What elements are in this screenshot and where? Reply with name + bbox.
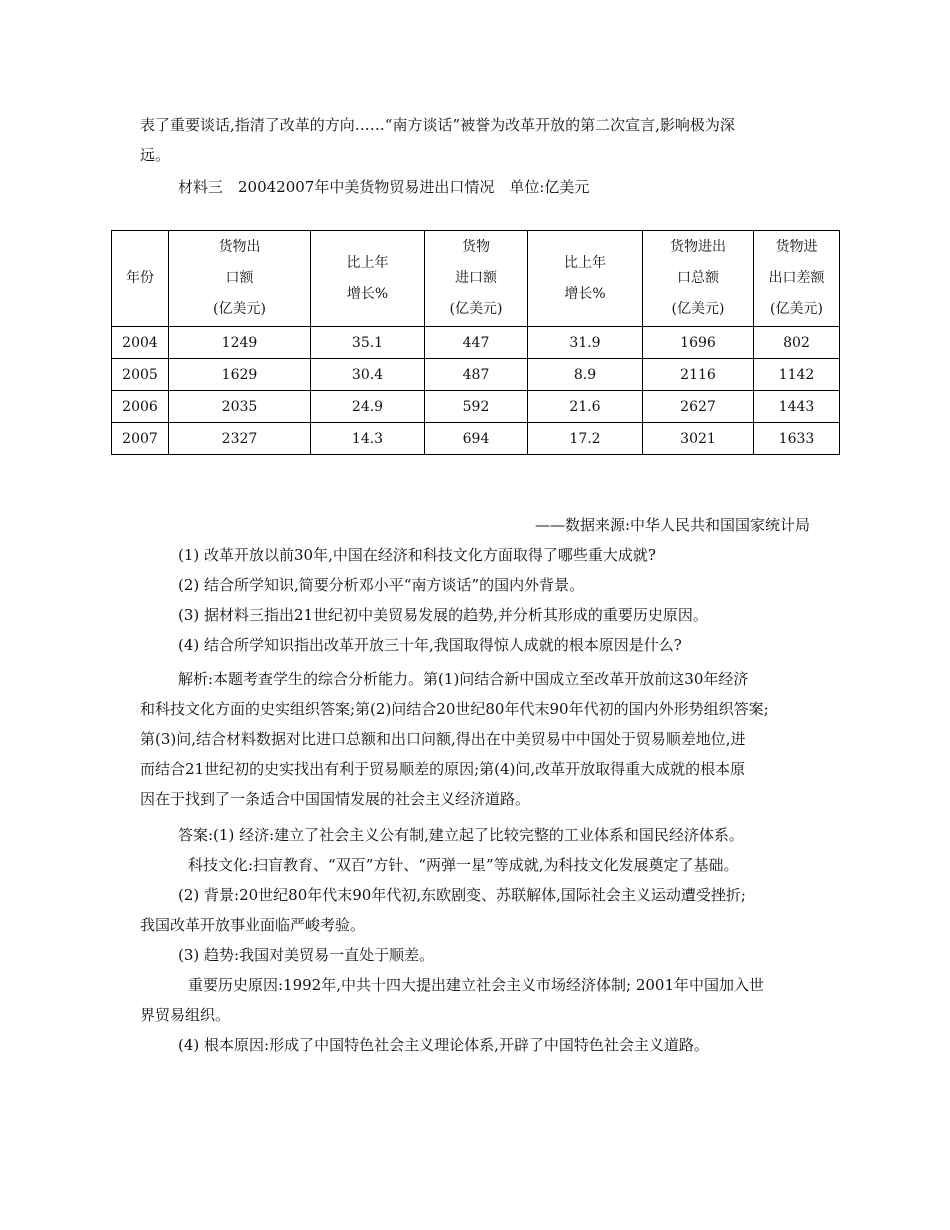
table-row (112, 391, 840, 423)
table-cell: 24.9 (311, 391, 425, 423)
table-cell: 1633 (754, 423, 840, 455)
trade-table (111, 230, 840, 455)
material-3-title: 材料三 20042007年中美货物贸易进出口情况 单位:亿美元 (178, 178, 590, 196)
questions-list (140, 540, 820, 660)
intro-paragraph (140, 110, 820, 170)
table-header-row (112, 231, 840, 327)
table-cell: 592 (425, 391, 528, 423)
table-row (112, 359, 840, 391)
answer-line: 科技文化:扫盲教育、“双百”方针、“两弹一星”等成就,为科技文化发展奠定了基础。 (188, 856, 739, 874)
table-cell: 3021 (643, 423, 754, 455)
table-cell: 2035 (169, 391, 311, 423)
table-cell: 21.6 (528, 391, 643, 423)
text-line: 表了重要谈话,指清了改革的方向……“南方谈话”被誉为改革开放的第二次宣言,影响极为深 (140, 116, 735, 134)
question-item: (2) 结合所学知识,简要分析邓小平“南方谈话”的国内外背景。 (178, 576, 585, 594)
header-cell: 货物 进口额 (亿美元) (425, 231, 528, 327)
header-cell: 年份 (112, 231, 169, 327)
header-cell: 比上年 增长% (311, 231, 425, 327)
question-item: (3) 据材料三指出21世纪初中美贸易发展的趋势,并分析其形成的重要历史原因。 (178, 606, 708, 624)
text-line: 因在于找到了一条适合中国国情发展的社会主义经济道路。 (140, 790, 531, 808)
text-line: 而结合21世纪初的史实找出有利于贸易顺差的原因;第(4)问,改革开放取得重大成就的根本原 (140, 760, 746, 778)
table-cell: 802 (754, 327, 840, 359)
table-cell: 14.3 (311, 423, 425, 455)
table-cell: 35.1 (311, 327, 425, 359)
table-cell: 31.9 (528, 327, 643, 359)
table-cell: 1443 (754, 391, 840, 423)
table-cell: 2327 (169, 423, 311, 455)
analysis-paragraph (140, 664, 820, 814)
table-cell: 30.4 (311, 359, 425, 391)
material-3-heading (140, 172, 820, 202)
table-cell: 2627 (643, 391, 754, 423)
table-cell: 487 (425, 359, 528, 391)
answer-line: 答案:(1) 经济:建立了社会主义公有制,建立起了比较完整的工业体系和国民经济体系。 (178, 826, 744, 844)
table-cell: 1142 (754, 359, 840, 391)
table-cell: 8.9 (528, 359, 643, 391)
table-cell: 1696 (643, 327, 754, 359)
header-cell: 比上年 增长% (528, 231, 643, 327)
question-item: (1) 改革开放以前30年,中国在经济和科技文化方面取得了哪些重大成就? (178, 546, 656, 564)
answer-line: (4) 根本原因:形成了中国特色社会主义理论体系,开辟了中国特色社会主义道路。 (178, 1036, 709, 1054)
answer-line: (2) 背景:20世纪80年代末90年代初,东欧剧变、苏联解体,国际社会主义运动遭受挫折; (178, 886, 746, 904)
table-cell: 2005 (112, 359, 169, 391)
table-cell: 2007 (112, 423, 169, 455)
table-cell: 1629 (169, 359, 311, 391)
table-cell: 1249 (169, 327, 311, 359)
table-cell: 2004 (112, 327, 169, 359)
header-cell: 货物进出 口总额 (亿美元) (643, 231, 754, 327)
answer-section (140, 820, 820, 1060)
answer-line: 我国改革开放事业面临严峻考验。 (140, 916, 366, 934)
text-line: 远。 (140, 146, 171, 164)
answer-line: 重要历史原因:1992年,中共十四大提出建立社会主义市场经济体制; 2001年中国加入世 (188, 976, 764, 994)
table-cell: 447 (425, 327, 528, 359)
answer-line: (3) 趋势:我国对美贸易一直处于顺差。 (178, 946, 435, 964)
question-item: (4) 结合所学知识指出改革开放三十年,我国取得惊人成就的根本原因是什么? (178, 636, 682, 654)
table-row (112, 423, 840, 455)
text-line: 解析:本题考查学生的综合分析能力。第(1)问结合新中国成立至改革开放前这30年经济 (178, 670, 749, 688)
data-source-note: ——数据来源:中华人民共和国国家统计局 (534, 516, 810, 534)
table-row (112, 327, 840, 359)
answer-line: 界贸易组织。 (140, 1006, 231, 1024)
table-cell: 694 (425, 423, 528, 455)
table-cell: 2006 (112, 391, 169, 423)
text-line: 和科技文化方面的史实组织答案;第(2)问结合20世纪80年代末90年代初的国内外形势组织答案; (140, 700, 769, 718)
header-cell: 货物进 出口差额 (亿美元) (754, 231, 840, 327)
table-cell: 2116 (643, 359, 754, 391)
header-cell: 货物出 口额 (亿美元) (169, 231, 311, 327)
table-cell: 17.2 (528, 423, 643, 455)
text-line: 第(3)问,结合材料数据对比进口总额和出口问额,得出在中美贸易中中国处于贸易顺差地位,进 (140, 730, 746, 748)
